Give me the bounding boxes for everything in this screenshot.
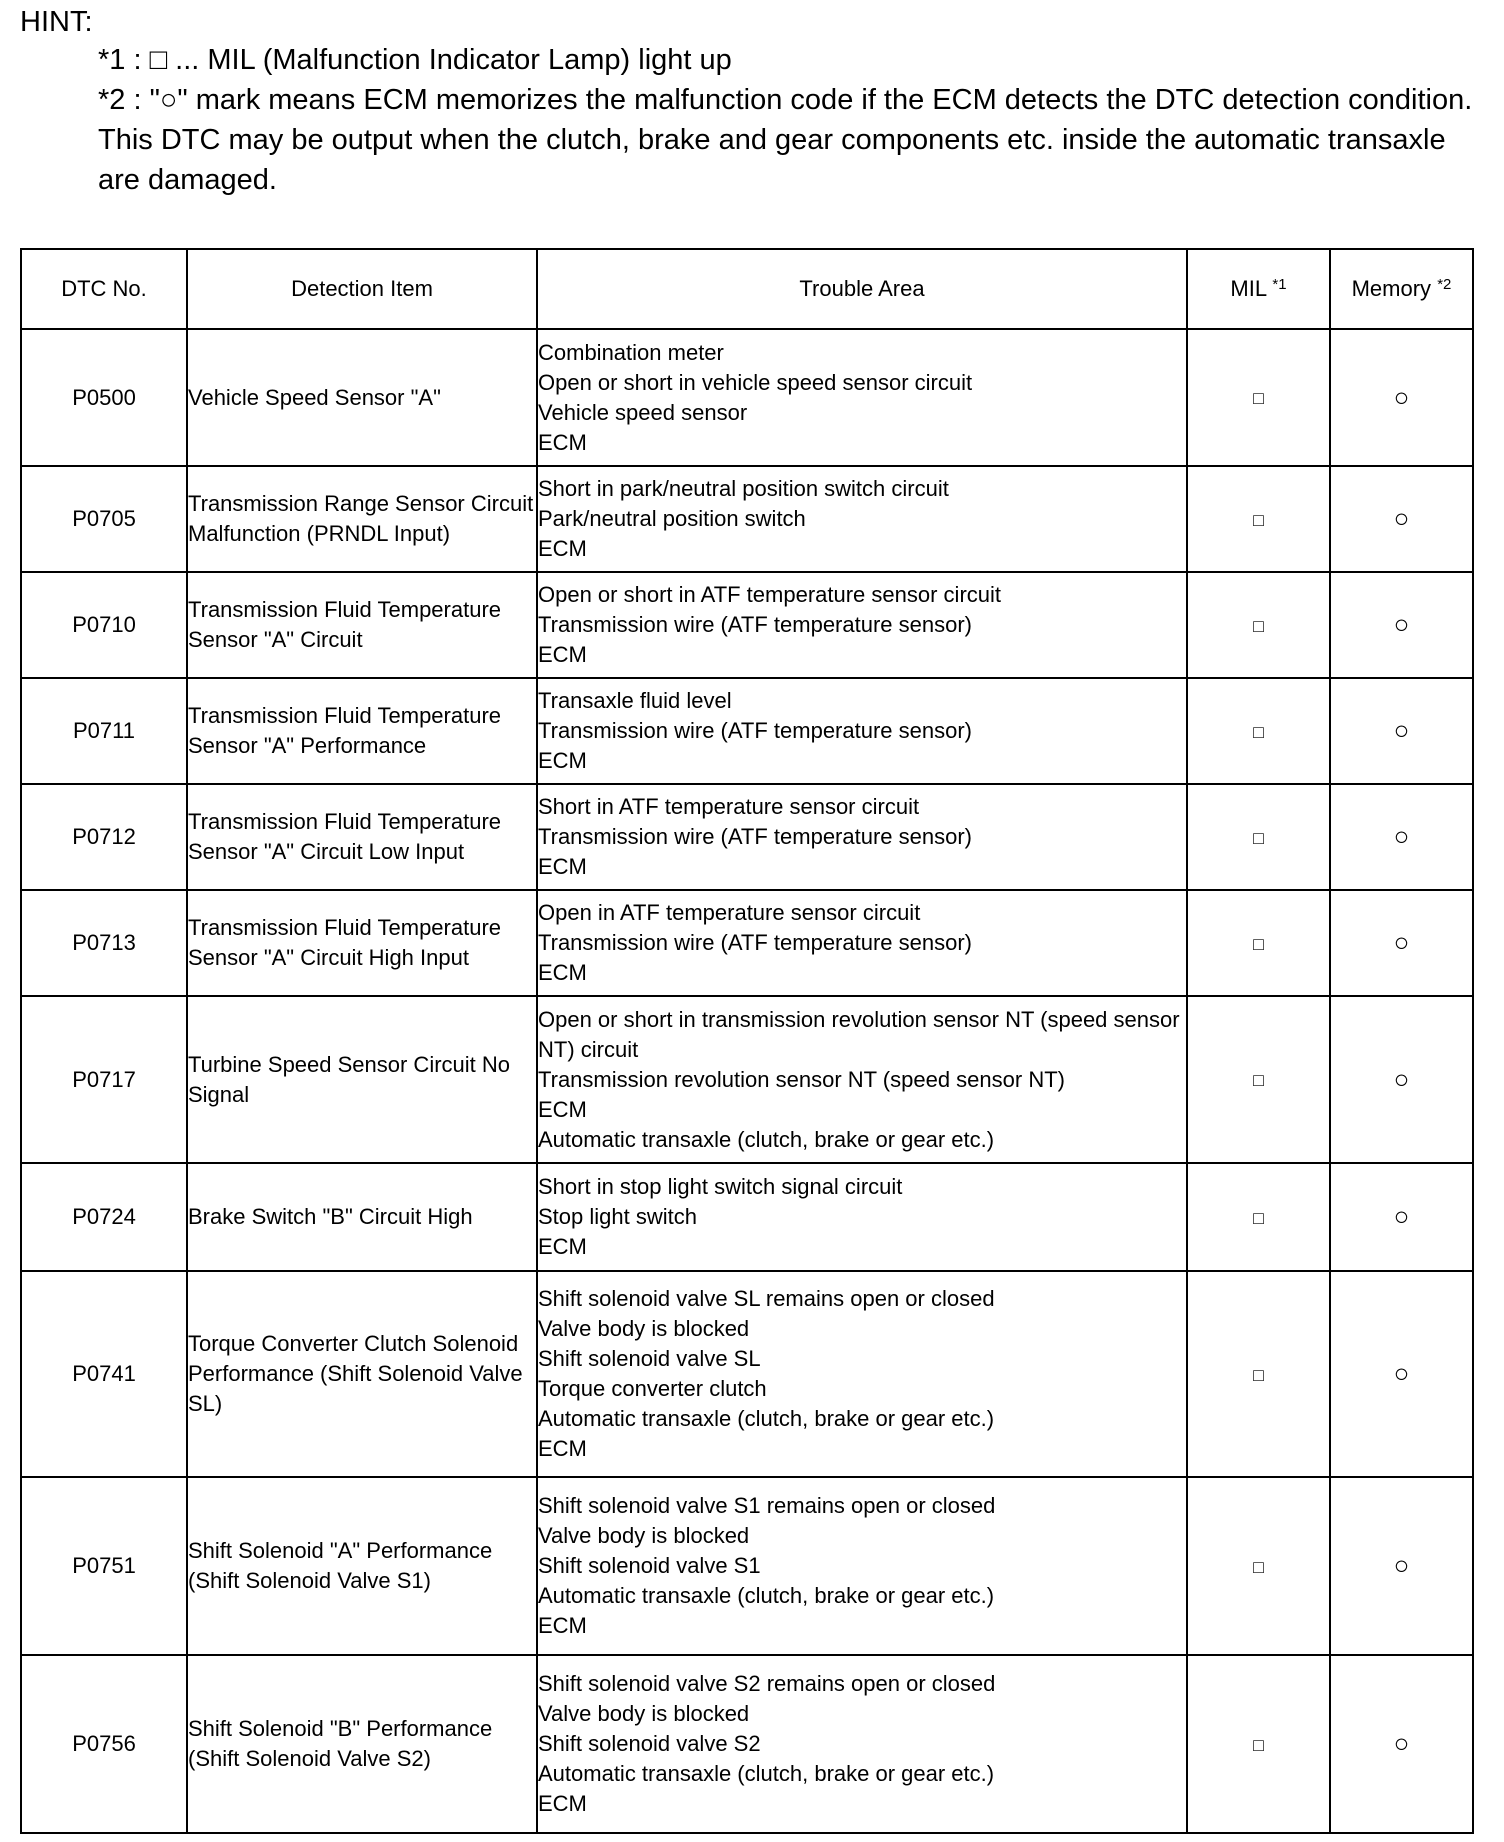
- memory-cell: [1330, 890, 1473, 996]
- mil-cell: [1187, 466, 1330, 572]
- header-mil-label: MIL: [1230, 276, 1267, 301]
- memory-cell: [1330, 466, 1473, 572]
- trouble-area-line: ECM: [538, 642, 587, 667]
- trouble-area-line: ECM: [538, 536, 587, 561]
- trouble-area-line: Shift solenoid valve S2 remains open or closed: [538, 1671, 996, 1696]
- trouble-area-line: Transmission wire (ATF temperature sensor): [538, 824, 972, 849]
- memory-cell: [1330, 678, 1473, 784]
- memory-cell: [1330, 572, 1473, 678]
- dtc-code: P0756: [21, 1655, 187, 1833]
- trouble-area-line: ECM: [538, 1613, 587, 1638]
- table-row: [21, 329, 1473, 466]
- mil-cell: [1187, 890, 1330, 996]
- table-body: [21, 329, 1473, 1833]
- memory-circle-icon: ○: [1393, 503, 1410, 533]
- memory-circle-icon: ○: [1393, 927, 1410, 957]
- hint-title: HINT:: [20, 6, 93, 38]
- memory-circle-icon: ○: [1393, 1550, 1410, 1580]
- trouble-area-line: ECM: [538, 854, 587, 879]
- trouble-area-line: Shift solenoid valve SL remains open or closed: [538, 1286, 995, 1311]
- hint-note-1: *1 : □ ... MIL (Malfunction Indicator Lamp) light up: [98, 44, 732, 76]
- trouble-area: [537, 572, 1187, 678]
- trouble-area-line: ECM: [538, 1436, 587, 1461]
- header-memory-note: *2: [1437, 276, 1452, 293]
- dtc-code: P0705: [21, 466, 187, 572]
- mil-square-icon: □: [1253, 509, 1264, 530]
- trouble-area-line: ECM: [538, 1096, 587, 1122]
- detection-item: Transmission Fluid Temperature Sensor "A" Circuit: [187, 572, 537, 678]
- dtc-code: P0724: [21, 1163, 187, 1271]
- memory-cell: [1330, 1477, 1473, 1655]
- memory-circle-icon: ○: [1393, 609, 1410, 639]
- trouble-area-line: ECM: [538, 748, 587, 773]
- header-memory: [1330, 249, 1473, 329]
- trouble-area-line: Valve body is blocked: [538, 1316, 750, 1341]
- trouble-area: [537, 890, 1187, 996]
- trouble-area: [537, 678, 1187, 784]
- mil-cell: [1187, 1477, 1330, 1655]
- mil-square-icon: □: [1253, 1364, 1264, 1385]
- memory-cell: [1330, 784, 1473, 890]
- trouble-area-line: Combination meter: [538, 339, 724, 365]
- detection-item: Turbine Speed Sensor Circuit No Signal: [187, 996, 537, 1163]
- memory-circle-icon: ○: [1393, 715, 1410, 745]
- mil-cell: [1187, 1271, 1330, 1477]
- header-memory-label: Memory: [1351, 276, 1432, 301]
- mil-cell: [1187, 1163, 1330, 1271]
- trouble-area-line: Valve body is blocked: [538, 1701, 750, 1726]
- mil-square-icon: □: [1253, 1070, 1264, 1090]
- table-row: [21, 572, 1473, 678]
- mil-cell: [1187, 678, 1330, 784]
- table-row: [21, 678, 1473, 784]
- trouble-area-line: Open in ATF temperature sensor circuit: [538, 900, 921, 925]
- hint-note-3: This DTC may be output when the clutch, brake and gear components etc. inside the automatic transaxle are damaged.: [98, 124, 1446, 196]
- dtc-code: P0712: [21, 784, 187, 890]
- mil-square-icon: □: [1253, 1734, 1264, 1755]
- mil-cell: [1187, 329, 1330, 466]
- dtc-code: P0751: [21, 1477, 187, 1655]
- trouble-area-line: Transmission wire (ATF temperature sensor): [538, 930, 972, 955]
- trouble-area: [537, 1655, 1187, 1833]
- trouble-area-line: Automatic transaxle (clutch, brake or gear etc.): [538, 1126, 995, 1152]
- memory-cell: [1330, 1271, 1473, 1477]
- mil-cell: [1187, 572, 1330, 678]
- detection-item: Transmission Fluid Temperature Sensor "A" Circuit Low Input: [187, 784, 537, 890]
- dtc-code: P0741: [21, 1271, 187, 1477]
- header-mil-note: *1: [1272, 276, 1287, 293]
- hint-body: [98, 40, 1480, 200]
- memory-circle-icon: ○: [1393, 1358, 1410, 1388]
- memory-circle-icon: ○: [1393, 1063, 1410, 1094]
- mil-square-icon: □: [1253, 933, 1264, 954]
- table-row: [21, 996, 1473, 1163]
- trouble-area-line: Shift solenoid valve S2: [538, 1731, 761, 1756]
- trouble-area-line: Transaxle fluid level: [538, 688, 732, 713]
- trouble-area-line: ECM: [538, 960, 587, 985]
- trouble-area-line: Open or short in ATF temperature sensor circuit: [538, 582, 1001, 607]
- memory-cell: [1330, 1655, 1473, 1833]
- dtc-code: P0717: [21, 996, 187, 1163]
- table-row: [21, 1163, 1473, 1271]
- detection-item: Transmission Range Sensor Circuit Malfunction (PRNDL Input): [187, 466, 537, 572]
- detection-item: Transmission Fluid Temperature Sensor "A" Performance: [187, 678, 537, 784]
- trouble-area: [537, 466, 1187, 572]
- mil-cell: [1187, 996, 1330, 1163]
- dtc-code: P0711: [21, 678, 187, 784]
- mil-square-icon: □: [1253, 388, 1264, 408]
- memory-circle-icon: ○: [1393, 1201, 1410, 1231]
- mil-square-icon: □: [1253, 827, 1264, 848]
- trouble-area-line: ECM: [538, 1234, 587, 1259]
- detection-item: Shift Solenoid "B" Performance (Shift Solenoid Valve S2): [187, 1655, 537, 1833]
- trouble-area: [537, 1477, 1187, 1655]
- header-dtc-no: DTC No.: [21, 249, 187, 329]
- trouble-area-line: Transmission revolution sensor NT (speed sensor NT): [538, 1066, 1065, 1092]
- memory-cell: [1330, 1163, 1473, 1271]
- trouble-area-line: Vehicle speed sensor: [538, 399, 748, 425]
- memory-cell: [1330, 329, 1473, 466]
- trouble-area: [537, 329, 1187, 466]
- trouble-area-line: Stop light switch: [538, 1204, 697, 1229]
- memory-circle-icon: ○: [1393, 821, 1410, 851]
- header-trouble-area: Trouble Area: [537, 249, 1187, 329]
- detection-item: Shift Solenoid "A" Performance (Shift Solenoid Valve S1): [187, 1477, 537, 1655]
- trouble-area-line: Open or short in transmission revolution sensor NT (speed sensor NT) circuit: [538, 1006, 1180, 1062]
- trouble-area-line: Automatic transaxle (clutch, brake or gear etc.): [538, 1583, 995, 1608]
- trouble-area-line: Short in stop light switch signal circuit: [538, 1174, 903, 1199]
- trouble-area: [537, 1163, 1187, 1271]
- trouble-area: [537, 784, 1187, 890]
- detection-item: Torque Converter Clutch Solenoid Performance (Shift Solenoid Valve SL): [187, 1271, 537, 1477]
- memory-circle-icon: ○: [1393, 1728, 1410, 1758]
- detection-item: Transmission Fluid Temperature Sensor "A" Circuit High Input: [187, 890, 537, 996]
- detection-item: Vehicle Speed Sensor "A": [187, 329, 537, 466]
- table-row: [21, 466, 1473, 572]
- trouble-area-line: Short in park/neutral position switch circuit: [538, 476, 949, 501]
- trouble-area-line: Park/neutral position switch: [538, 506, 806, 531]
- trouble-area-line: Transmission wire (ATF temperature sensor): [538, 612, 972, 637]
- trouble-area-line: Transmission wire (ATF temperature sensor): [538, 718, 972, 743]
- trouble-area-line: Shift solenoid valve S1: [538, 1553, 761, 1578]
- table-header-row: [21, 249, 1473, 329]
- trouble-area: [537, 1271, 1187, 1477]
- hint-section: [20, 4, 1480, 200]
- trouble-area-line: Shift solenoid valve SL: [538, 1346, 761, 1371]
- trouble-area-line: Valve body is blocked: [538, 1523, 750, 1548]
- dtc-code: P0500: [21, 329, 187, 466]
- trouble-area-line: Automatic transaxle (clutch, brake or gear etc.): [538, 1761, 995, 1786]
- memory-cell: [1330, 996, 1473, 1163]
- dtc-code: P0713: [21, 890, 187, 996]
- trouble-area-line: Shift solenoid valve S1 remains open or closed: [538, 1493, 996, 1518]
- mil-cell: [1187, 784, 1330, 890]
- table-row: [21, 784, 1473, 890]
- trouble-area: [537, 996, 1187, 1163]
- dtc-table: [20, 248, 1474, 1834]
- detection-item: Brake Switch "B" Circuit High: [187, 1163, 537, 1271]
- trouble-area-line: ECM: [538, 1791, 587, 1816]
- hint-note-2: *2 : "○" mark means ECM memorizes the malfunction code if the ECM detects the DTC detection condition.: [98, 84, 1473, 116]
- table-row: [21, 1655, 1473, 1833]
- mil-square-icon: □: [1253, 1556, 1264, 1577]
- header-detection-item: Detection Item: [187, 249, 537, 329]
- header-mil: [1187, 249, 1330, 329]
- mil-square-icon: □: [1253, 615, 1264, 636]
- trouble-area-line: Open or short in vehicle speed sensor circuit: [538, 369, 973, 395]
- mil-cell: [1187, 1655, 1330, 1833]
- memory-circle-icon: ○: [1393, 381, 1410, 412]
- table-row: [21, 890, 1473, 996]
- dtc-code: P0710: [21, 572, 187, 678]
- trouble-area-line: ECM: [538, 429, 587, 455]
- table-row: [21, 1271, 1473, 1477]
- trouble-area-line: Short in ATF temperature sensor circuit: [538, 794, 920, 819]
- mil-square-icon: □: [1253, 721, 1264, 742]
- mil-square-icon: □: [1253, 1207, 1264, 1228]
- trouble-area-line: Automatic transaxle (clutch, brake or gear etc.): [538, 1406, 995, 1431]
- trouble-area-line: Torque converter clutch: [538, 1376, 767, 1401]
- table-row: [21, 1477, 1473, 1655]
